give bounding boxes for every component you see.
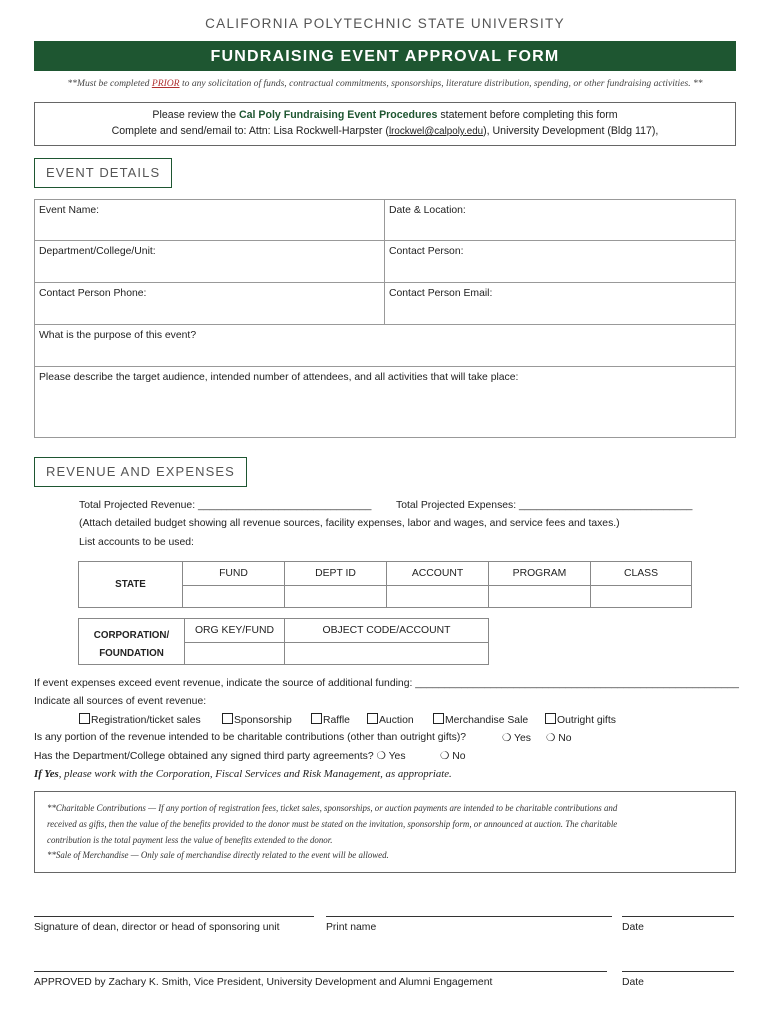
review-line-1 [35, 109, 735, 121]
date-label-2: Date [622, 977, 644, 988]
charitable-question: Is any portion of the revenue intended to be charitable contributions (other than outright gifts)? [34, 732, 467, 743]
review-line-2 [35, 125, 735, 137]
prior-notice [0, 78, 770, 89]
checkbox-icon[interactable] [311, 713, 322, 724]
date-line-2[interactable] [622, 971, 734, 972]
charitable-yes-option[interactable] [502, 732, 531, 744]
corporation-label-line2: FOUNDATION [99, 648, 164, 659]
state-header-fund: FUND [182, 561, 285, 586]
source-label: Merchandise Sale [445, 715, 529, 726]
state-dept-id-input[interactable] [284, 585, 387, 608]
event-details-heading: EVENT DETAILS [34, 158, 172, 188]
source-outright-gifts[interactable] [545, 713, 616, 726]
send-suffix: ), University Development (Bldg 117), [483, 125, 659, 137]
checkbox-icon[interactable] [222, 713, 233, 724]
state-class-input[interactable] [590, 585, 692, 608]
dean-signature-label: Signature of dean, director or head of sponsoring unit [34, 922, 280, 933]
state-fund-input[interactable] [182, 585, 285, 608]
date-location-field[interactable]: Date & Location: [384, 199, 736, 241]
note-line-1: **Charitable Contributions — If any portion of registration fees, ticket sales, sponsorships, or auction payments are intended to be charitable contributions and [47, 803, 618, 813]
source-registration[interactable] [79, 713, 201, 726]
third-party-yes-option[interactable] [377, 751, 406, 762]
corp-header-org-key: ORG KEY/FUND [184, 618, 285, 643]
yes-label: Yes [388, 751, 406, 762]
total-expenses-field[interactable]: Total Projected Expenses: ______________________________ [396, 500, 693, 511]
department-field[interactable]: Department/College/Unit: [34, 240, 385, 283]
radio-icon[interactable]: ❍ [546, 733, 556, 744]
checkbox-icon[interactable] [79, 713, 90, 724]
source-merchandise[interactable] [433, 713, 528, 726]
purpose-field[interactable]: What is the purpose of this event? [34, 324, 736, 367]
radio-icon[interactable]: ❍ [502, 733, 512, 744]
if-yes-bold: If Yes [34, 768, 59, 780]
corp-header-object-code: OBJECT CODE/ACCOUNT [284, 618, 489, 643]
contact-email-field[interactable]: Contact Person Email: [384, 282, 736, 325]
print-name-line[interactable] [326, 916, 612, 917]
procedures-link[interactable]: Cal Poly Fundraising Event Procedures [239, 109, 438, 121]
third-party-no-option[interactable] [440, 750, 466, 762]
if-yes-instruction [34, 768, 452, 780]
review-instructions-box [34, 102, 736, 146]
source-label: Auction [379, 715, 414, 726]
corp-org-key-input[interactable] [184, 642, 285, 665]
prior-notice-suffix: to any solicitation of funds, contractual commitments, sponsorships, literature distribution, spending, or other fundraising activities. ** [181, 78, 703, 89]
email-link[interactable]: lrockwel@calpoly.edu [388, 126, 484, 137]
corporation-label-line1: CORPORATION/ [93, 630, 170, 641]
source-auction[interactable] [367, 713, 414, 726]
source-label: Registration/ticket sales [91, 715, 201, 726]
no-label: No [452, 751, 466, 762]
state-row-label: STATE [78, 561, 183, 608]
checkbox-icon[interactable] [433, 713, 444, 724]
source-label: Outright gifts [557, 715, 616, 726]
state-header-class: CLASS [590, 561, 692, 586]
source-raffle[interactable] [311, 713, 350, 726]
third-party-question [34, 750, 406, 762]
note-line-2: received as gifts, then the value of the benefits provided to the donor must be stated on the invitation, sponsorship form, or announced at auction. The charitable [47, 819, 618, 829]
revenue-sources-label: Indicate all sources of event revenue: [34, 696, 207, 707]
radio-icon[interactable]: ❍ [440, 751, 450, 762]
audience-field[interactable]: Please describe the target audience, intended number of attendees, and all activities that will take place: [34, 366, 736, 438]
radio-icon[interactable]: ❍ [376, 751, 386, 762]
send-prefix: Complete and send/email to: Attn: Lisa Rockwell-Harpster ( [111, 125, 389, 137]
date-label-1: Date [622, 922, 644, 933]
third-party-text: Has the Department/College obtained any signed third party agreements? [34, 751, 374, 762]
note-line-4: **Sale of Merchandise — Only sale of merchandise directly related to the event will be allowed. [47, 850, 389, 860]
revenue-expenses-heading: REVENUE AND EXPENSES [34, 457, 247, 487]
event-name-field[interactable]: Event Name: [34, 199, 385, 241]
yes-label: Yes [514, 733, 531, 744]
total-revenue-field[interactable]: Total Projected Revenue: ______________________________ [79, 500, 372, 511]
state-header-dept-id: DEPT ID [284, 561, 387, 586]
contact-person-field[interactable]: Contact Person: [384, 240, 736, 283]
if-yes-rest: , please work with the Corporation, Fiscal Services and Risk Management, as appropriate. [58, 768, 452, 780]
attach-budget-note: (Attach detailed budget showing all revenue sources, facility expenses, labor and wages, and service fees and taxes.) [79, 518, 620, 529]
notes-box [34, 791, 736, 873]
approval-signature-line[interactable] [34, 971, 607, 972]
review-suffix: statement before completing this form [440, 109, 618, 121]
charitable-no-option[interactable] [546, 732, 572, 744]
state-program-input[interactable] [488, 585, 591, 608]
prior-word: PRIOR [151, 78, 180, 89]
checkbox-icon[interactable] [545, 713, 556, 724]
prior-notice-prefix: **Must be completed [67, 78, 150, 89]
state-account-input[interactable] [386, 585, 489, 608]
note-line-3: contribution is the total payment less the value of benefits extended to the donor. [47, 835, 333, 845]
no-label: No [558, 733, 572, 744]
source-sponsorship[interactable] [222, 713, 292, 726]
corp-object-code-input[interactable] [284, 642, 489, 665]
state-header-account: ACCOUNT [386, 561, 489, 586]
print-name-label: Print name [326, 922, 377, 933]
date-line-1[interactable] [622, 916, 734, 917]
university-name: CALIFORNIA POLYTECHNIC STATE UNIVERSITY [205, 16, 565, 31]
state-header-program: PROGRAM [488, 561, 591, 586]
source-label: Raffle [323, 715, 350, 726]
contact-phone-field[interactable]: Contact Person Phone: [34, 282, 385, 325]
dean-signature-line[interactable] [34, 916, 314, 917]
corporation-row-label [78, 618, 185, 665]
list-accounts-label: List accounts to be used: [79, 537, 194, 548]
source-label: Sponsorship [234, 715, 292, 726]
checkbox-icon[interactable] [367, 713, 378, 724]
review-prefix: Please review the [152, 109, 237, 121]
additional-funding-field[interactable]: If event expenses exceed event revenue, indicate the source of additional funding: ________________________________________________________ [34, 678, 739, 689]
approval-label: APPROVED by Zachary K. Smith, Vice President, University Development and Alumni Engagement [34, 977, 493, 988]
form-title-banner: FUNDRAISING EVENT APPROVAL FORM [34, 41, 736, 71]
